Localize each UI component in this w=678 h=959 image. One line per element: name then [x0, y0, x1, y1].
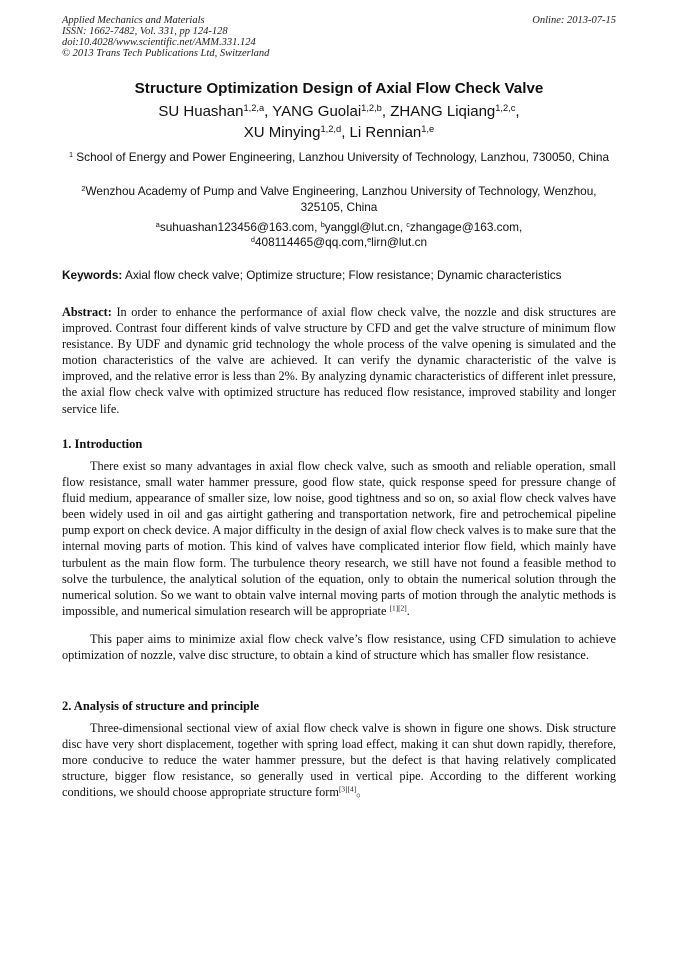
- affiliation-marker: 1: [68, 149, 74, 159]
- author-name: YANG Guolai: [272, 103, 362, 120]
- paragraph-tail: .: [406, 603, 410, 618]
- paragraph-tail: 。: [356, 785, 369, 800]
- abstract-text: In order to enhance the performance of axial flow check valve, the nozzle and disk structures are improved. Contrast four different kinds of valve structure by CFD and get the valve structure of minimum flow resistance. By UDF and dynamic grid technology the whole process of the valve opening is simulated and the motion characteristics of the valve are achieved. It can verify the dynamic characteristic of the valve is improved, and the relative error is less than 2%. By analyzing dynamic characteristics of different inlet pressure, the axial flow check valve with optimized structure has reduced flow resistance, improved stability and longer service life.: [62, 305, 616, 416]
- email-address: suhuashan123456@163.com: [159, 220, 315, 234]
- section-heading-structure: 2. Analysis of structure and principle: [62, 699, 260, 713]
- abstract-label: Abstract:: [62, 305, 112, 319]
- author-name: SU Huashan: [158, 103, 244, 120]
- email-address: lirn@lut.cn: [371, 235, 428, 249]
- author-affiliation-marker: 1,2,c: [495, 102, 516, 113]
- online-date: Online: 2013-07-15: [532, 15, 616, 26]
- email-address: 408114465@qq.com: [254, 235, 364, 249]
- journal-name: Applied Mechanics and Materials: [62, 15, 205, 26]
- author-name: XU Minying: [243, 124, 321, 141]
- introduction-paragraph-1: [62, 458, 616, 619]
- paper-title: Structure Optimization Design of Axial Flow Check Valve: [134, 80, 544, 97]
- author-affiliation-marker: 1,2,a: [243, 102, 265, 113]
- keywords-text: Axial flow check valve; Optimize structure; Flow resistance; Dynamic characteristics: [124, 268, 562, 282]
- keywords-label: Keywords:: [62, 268, 123, 282]
- journal-issn: ISSN: 1662-7482, Vol. 331, pp 124-128: [62, 26, 228, 37]
- affiliation-1: [62, 149, 616, 165]
- email-marker: e: [367, 234, 372, 244]
- paragraph-text: There exist so many advantages in axial flow check valve, such as smooth and reliable operation, small flow resistance, small water hammer pressure, good flow state, quick response speed for pressure change of fluid medium, appearance of smaller size, low noise, good tightness and so on, so axial flow check valves have been widely used in oil and gas airtight gathering and transportation network, fire and petrochemical pipeline pump export on check device. A major difficulty in the design of axial flow check valves is to make sure that the internal moving parts of motion. This kind of valves have complicated interior flow field, which mainly have turbulent as the main flow form. The turbulence theory research, we still have not found a feasible method to solve the turbulence, the analytical solution of the equation, only to obtain the numerical solution through the numerical solution. So we want to obtain valve internal moving parts of motion through the analytic methods is impossible, and numerical simulation research will be appropriate: [62, 459, 616, 618]
- email-marker: b: [320, 219, 325, 229]
- author-affiliation-marker: 1,e: [421, 123, 435, 134]
- journal-copyright: © 2013 Trans Tech Publications Ltd, Switzerland: [62, 48, 270, 59]
- author-name: Li Rennian: [349, 124, 422, 141]
- citation-ref: [3][4]: [338, 784, 357, 794]
- email-marker: c: [406, 219, 410, 229]
- keywords: [62, 268, 622, 282]
- structure-paragraph-1: [62, 720, 616, 800]
- journal-doi: doi:10.4028/www.scientific.net/AMM.331.124: [62, 37, 256, 48]
- affiliation-text: Wenzhou Academy of Pump and Valve Engineering, Lanzhou University of Technology, Wenzhou, 325105, China: [85, 184, 597, 214]
- email-address: yanggl@lut.cn: [324, 220, 400, 234]
- paragraph-text: Three-dimensional sectional view of axial flow check valve is shown in figure one shows. Disk structure disc have very short displacement, together with spring load effect, making it can shut down rapidly, therefore, more conducive to reduce the water hammer pressure, but the defect is that having relatively complicated structure, bigger flow resistance, so generally used in vertical pipe. According to the different working conditions, we should choose appropriate structure form: [62, 721, 616, 800]
- author-name: ZHANG Liqiang: [390, 103, 496, 120]
- journal-header: [62, 15, 269, 59]
- section-heading-introduction: 1. Introduction: [62, 437, 143, 451]
- email-address: zhangage@163.com: [409, 220, 519, 234]
- affiliation-2: [62, 183, 616, 215]
- email-marker: d: [250, 234, 255, 244]
- affiliation-marker: 2: [81, 183, 86, 193]
- email-list: $^a$suhuashan123456@163.com, $^b$yanggl@lut.cn, $^c$zhangage@163.com, $^d$408114465@qq.com,$^e$lirn@lut.cn: [155, 219, 523, 249]
- abstract: [62, 304, 616, 417]
- affiliation-text: School of Energy and Power Engineering, Lanzhou University of Technology, Lanzhou, 730050, China: [76, 150, 610, 164]
- author-list: SU Huashan$^{1,2,a}$, YANG Guolai$^{1,2,b}$, ZHANG Liqiang$^{1,2,c}$, XU Minying$^{1,2,d}$, Li Rennian$^{1,e}$: [158, 102, 520, 141]
- paragraph-text: This paper aims to minimize axial flow check valve’s flow resistance, using CFD simulation to achieve optimization of nozzle, valve disc structure, to obtain a kind of structure which has smaller flow resistance.: [62, 632, 616, 663]
- author-affiliation-marker: 1,2,d: [320, 123, 342, 134]
- author-affiliation-marker: 1,2,b: [361, 102, 382, 113]
- introduction-paragraph-2: [62, 631, 616, 663]
- email-marker: a: [155, 219, 160, 229]
- citation-ref: [1][2]: [389, 603, 407, 613]
